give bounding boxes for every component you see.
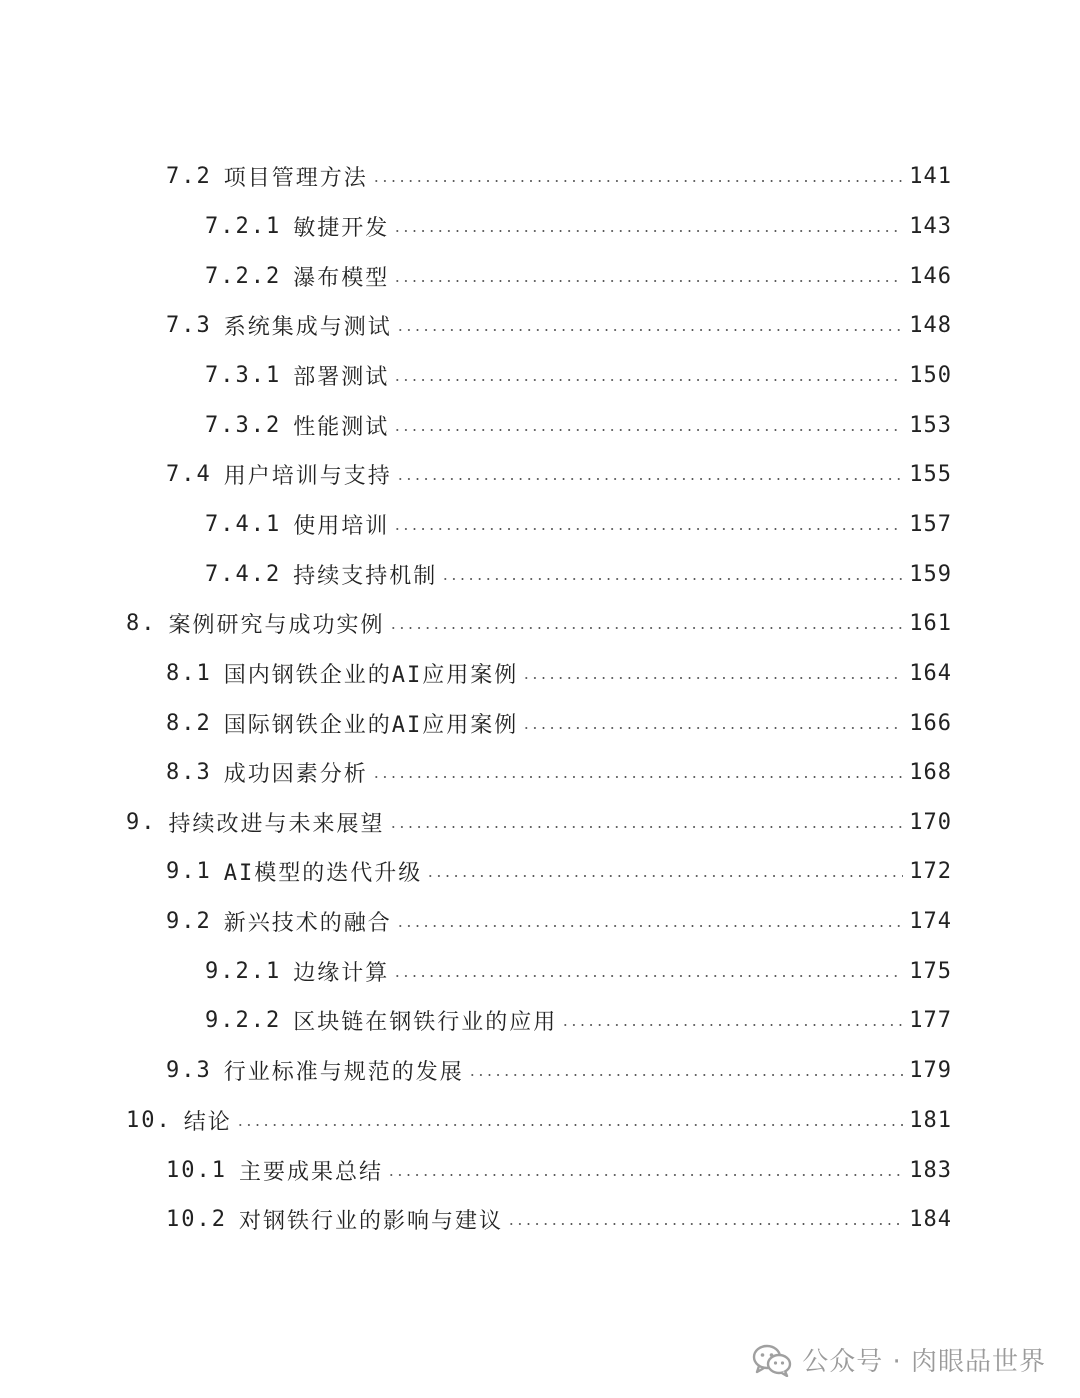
toc-entry-10[interactable]: [126, 1100, 952, 1140]
toc-title: 区块链在钢铁行业的应用: [293, 1009, 558, 1035]
dot-leader: [236, 1124, 903, 1126]
dot-leader: [393, 528, 903, 530]
toc-entry-8-3[interactable]: [166, 752, 952, 792]
toc-number: 10.1: [166, 1157, 227, 1183]
dot-leader: [387, 1174, 903, 1176]
toc-page-number: 153: [909, 412, 952, 438]
toc-entry-8-1[interactable]: [166, 653, 952, 693]
dot-leader: [396, 925, 903, 927]
toc-entry-8[interactable]: [126, 603, 952, 643]
toc-number: 7.4.2: [205, 561, 282, 587]
dot-leader: [393, 429, 903, 431]
toc-number: 7.4: [166, 461, 212, 487]
toc-title: 性能测试: [293, 414, 390, 440]
toc-number: 7.3.2: [205, 412, 282, 438]
toc-page-number: 181: [909, 1107, 952, 1133]
toc-page-number: 172: [909, 858, 952, 884]
toc-number: 10.: [126, 1107, 172, 1133]
toc-page-number: 177: [909, 1007, 952, 1033]
toc-entry-7-2-1[interactable]: [205, 206, 952, 246]
toc-entry-7-4[interactable]: [166, 454, 952, 494]
toc-page-number: 141: [909, 163, 952, 189]
toc-title: 边缘计算: [293, 960, 390, 986]
toc-title: 使用培训: [293, 513, 390, 539]
toc-number: 9.2.1: [205, 958, 282, 984]
toc-number: 8.2: [166, 710, 212, 736]
toc-title: 国际钢铁企业的AI应用案例: [223, 712, 519, 738]
toc-page-number: 161: [909, 610, 952, 636]
toc-page-number: 175: [909, 958, 952, 984]
wechat-icon: [752, 1343, 792, 1377]
toc-title: 部署测试: [293, 364, 390, 390]
toc-number: 7.2: [166, 163, 212, 189]
toc-title: 国内钢铁企业的AI应用案例: [223, 662, 519, 688]
dot-leader: [561, 1024, 903, 1026]
toc-number: 8.: [126, 610, 157, 636]
toc-title: 主要成果总结: [238, 1159, 383, 1185]
toc-number: 9.: [126, 809, 157, 835]
toc-entry-7-4-1[interactable]: [205, 504, 952, 544]
toc-page-number: 159: [909, 561, 952, 587]
toc-number: 9.3: [166, 1057, 212, 1083]
toc-title: 对钢铁行业的影响与建议: [238, 1208, 503, 1234]
dot-leader: [372, 776, 903, 778]
toc-page-number: 168: [909, 759, 952, 785]
toc-page-number: 183: [909, 1157, 952, 1183]
dot-leader: [396, 478, 903, 480]
toc-page-number: 164: [909, 660, 952, 686]
dot-leader: [468, 1074, 903, 1076]
dot-leader: [393, 230, 903, 232]
toc-page-number: 155: [909, 461, 952, 487]
toc-number: 8.3: [166, 759, 212, 785]
toc-page-number: 148: [909, 312, 952, 338]
dot-leader: [507, 1223, 903, 1225]
toc-number: 8.1: [166, 660, 212, 686]
toc-title: 瀑布模型: [293, 265, 390, 291]
toc-number: 9.2: [166, 908, 212, 934]
toc-number: 9.2.2: [205, 1007, 282, 1033]
toc-title: 案例研究与成功实例: [168, 612, 385, 638]
toc-entry-10-1[interactable]: [166, 1150, 952, 1190]
toc-title: 系统集成与测试: [223, 314, 392, 340]
toc-title: 敏捷开发: [293, 215, 390, 241]
toc-entry-9-1[interactable]: [166, 851, 952, 891]
toc-number: 7.4.1: [205, 511, 282, 537]
toc-entry-10-2[interactable]: [166, 1199, 952, 1239]
toc-entry-7-2-2[interactable]: [205, 256, 952, 296]
toc-page-number: 179: [909, 1057, 952, 1083]
toc-title: 新兴技术的融合: [223, 910, 392, 936]
toc-entry-7-4-2[interactable]: [205, 554, 952, 594]
toc-title: 持续改进与未来展望: [168, 811, 385, 837]
toc-number: 7.3: [166, 312, 212, 338]
toc-number: 7.2.1: [205, 213, 282, 239]
toc-page-number: 184: [909, 1206, 952, 1232]
dot-leader: [396, 329, 903, 331]
toc-number: 7.2.2: [205, 263, 282, 289]
toc-title: 用户培训与支持: [223, 463, 392, 489]
toc-page-number: 150: [909, 362, 952, 388]
dot-leader: [393, 379, 903, 381]
toc-page-number: 157: [909, 511, 952, 537]
toc-title: 项目管理方法: [223, 165, 368, 191]
toc-number: 7.3.1: [205, 362, 282, 388]
dot-leader: [393, 975, 903, 977]
toc-entry-7-3[interactable]: [166, 305, 952, 345]
toc-entry-9[interactable]: [126, 802, 952, 842]
dot-leader: [522, 727, 903, 729]
dot-leader: [389, 826, 904, 828]
toc-title: 持续支持机制: [293, 563, 438, 589]
toc-page-number: 143: [909, 213, 952, 239]
dot-leader: [426, 875, 903, 877]
toc-title: 行业标准与规范的发展: [223, 1059, 464, 1085]
dot-leader: [441, 578, 903, 580]
toc-number: 9.1: [166, 858, 212, 884]
toc-page-number: 174: [909, 908, 952, 934]
toc-entry-7-3-1[interactable]: [205, 355, 952, 395]
toc-entry-9-2-1[interactable]: [205, 951, 952, 991]
toc-entry-9-2-2[interactable]: [205, 1000, 952, 1040]
toc-page-number: 146: [909, 263, 952, 289]
dot-leader: [393, 280, 903, 282]
toc-title: AI模型的迭代升级: [223, 860, 423, 886]
watermark: [752, 1341, 1046, 1378]
toc-entry-9-2[interactable]: [166, 901, 952, 941]
toc-entry-9-3[interactable]: [166, 1050, 952, 1090]
toc-entry-8-2[interactable]: [166, 703, 952, 743]
toc-title: 结论: [183, 1109, 232, 1135]
toc-title: 成功因素分析: [223, 761, 368, 787]
toc-entry-7-3-2[interactable]: [205, 405, 952, 445]
toc-page-number: 170: [909, 809, 952, 835]
toc-number: 10.2: [166, 1206, 227, 1232]
toc-entry-7-2[interactable]: [166, 156, 952, 196]
dot-leader: [389, 627, 904, 629]
watermark-text: 公众号 · 肉眼品世界: [802, 1347, 1046, 1377]
dot-leader: [372, 180, 903, 182]
toc-page-number: 166: [909, 710, 952, 736]
dot-leader: [522, 677, 903, 679]
